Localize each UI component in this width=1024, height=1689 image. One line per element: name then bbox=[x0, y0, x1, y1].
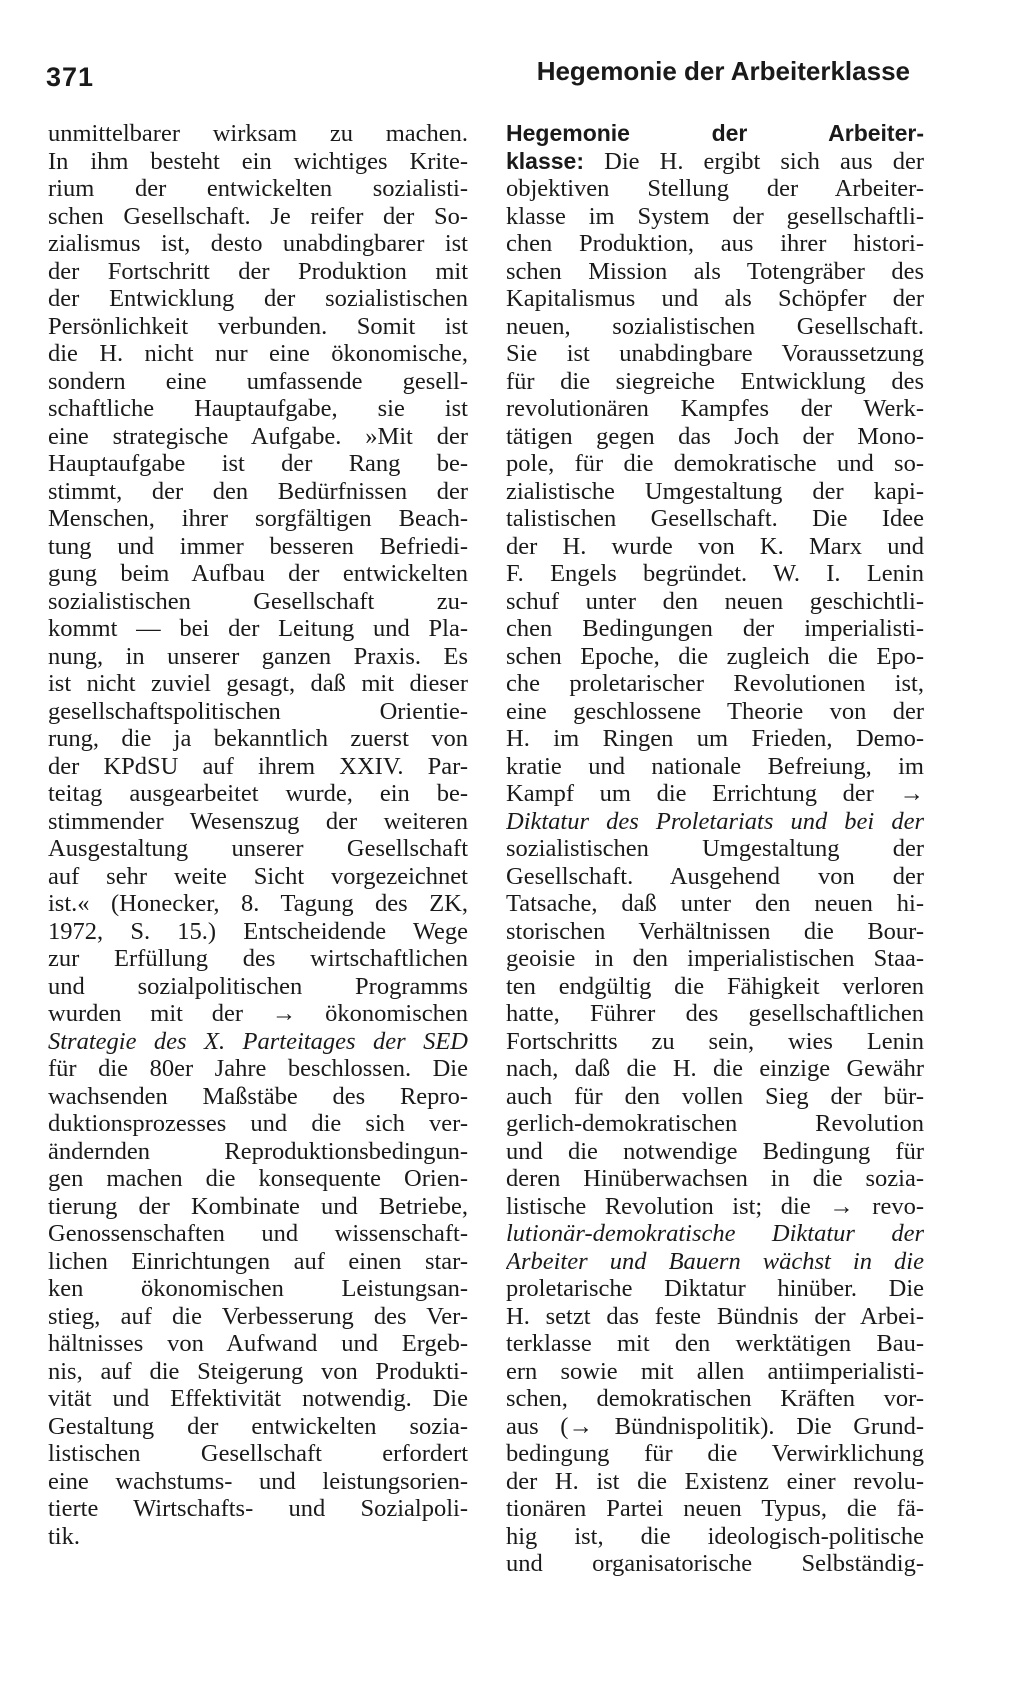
text-line: In ihm besteht ein wichtiges Krite- bbox=[48, 147, 468, 175]
text-line: für die 80er Jahre beschlossen. Die bbox=[48, 1055, 468, 1082]
entry-lemma-line bbox=[506, 120, 924, 148]
text-line: hatte, Führer des gesellschaftlichen bbox=[506, 1000, 924, 1027]
text-line: eine wachstums- und leistungsorien- bbox=[48, 1467, 468, 1495]
text-line: zur Erfüllung des wirtschaftlichen bbox=[48, 945, 468, 972]
entry-lemma-end: klasse: bbox=[506, 147, 585, 174]
text-line-cross-reference bbox=[48, 1000, 468, 1028]
text-line: ken ökonomischen Leistungsan- bbox=[48, 1275, 468, 1302]
text-line: objektiven Stellung der Arbeiter- bbox=[506, 175, 924, 202]
entry-lemma-line bbox=[506, 148, 924, 176]
text-line: Genossenschaften und wissenschaft- bbox=[48, 1220, 468, 1247]
text-line: Ausgestaltung unserer Gesellschaft bbox=[48, 835, 468, 862]
text-line: Fortschritts zu sein, wies Lenin bbox=[506, 1027, 924, 1055]
text-line: auf sehr weite Sicht vorgezeichnet bbox=[48, 862, 468, 890]
text-line: und die notwendige Bedingung für bbox=[506, 1137, 924, 1165]
text-line: stieg, auf die Verbesserung des Ver- bbox=[48, 1302, 468, 1330]
text-line: ist.« (Honecker, 8. Tagung des ZK, bbox=[48, 890, 468, 917]
text-line: ist nicht zuviel gesagt, daß mit dieser bbox=[48, 670, 468, 697]
text-line: tik. bbox=[48, 1522, 80, 1550]
text-line: auch für den vollen Sieg der bür- bbox=[506, 1082, 924, 1110]
text-line: gerlich-demokratischen Revolution bbox=[506, 1110, 924, 1137]
text-line: sondern eine umfassende gesell- bbox=[48, 367, 468, 395]
text-line: sozialistischen Gesellschaft zu- bbox=[48, 587, 468, 615]
text-line: klasse im System der gesellschaftli- bbox=[506, 202, 924, 230]
text-line: Sie ist unabdingbare Voraussetzung bbox=[506, 340, 924, 367]
text-line: H. im Ringen um Frieden, Demo- bbox=[506, 725, 924, 752]
text-line: tierte Wirtschafts- und Sozialpoli- bbox=[48, 1495, 468, 1522]
cross-reference-text: lutionär-demokratische Diktatur der bbox=[506, 1220, 924, 1247]
text-line: Gesellschaft. Ausgehend von der bbox=[506, 862, 924, 890]
text-line: schen Mission als Totengräber des bbox=[506, 257, 924, 285]
text-line: eine strategische Aufgabe. »Mit der bbox=[48, 422, 468, 450]
text-line: Kapitalismus und als Schöpfer der bbox=[506, 285, 924, 312]
text-line: wachsenden Maßstäbe des Repro- bbox=[48, 1082, 468, 1110]
text-line: listischen Gesellschaft erfordert bbox=[48, 1440, 468, 1467]
text-line: neuen, sozialistischen Gesellschaft. bbox=[506, 312, 924, 340]
text-line: der Entwicklung der sozialistischen bbox=[48, 285, 468, 312]
text-line: der KPdSU auf ihrem XXIV. Par- bbox=[48, 752, 468, 780]
text-line: tionären Partei neuen Typus, die fä- bbox=[506, 1495, 924, 1522]
text-line: H. setzt das feste Bündnis der Arbei- bbox=[506, 1302, 924, 1330]
text-line: sozialistischen Umgestaltung der bbox=[506, 835, 924, 862]
text-line: rium der entwickelten sozialisti- bbox=[48, 175, 468, 202]
text-line: hig ist, die ideologisch-politische bbox=[506, 1522, 924, 1550]
text-line: revolutionären Kampfes der Werk- bbox=[506, 395, 924, 422]
text-line: chen Produktion, aus ihrer histori- bbox=[506, 230, 924, 257]
text-line: zialismus ist, desto unabdingbarer ist bbox=[48, 230, 468, 257]
text-line: Menschen, ihrer sorgfältigen Beach- bbox=[48, 505, 468, 532]
text-line: die H. nicht nur eine ökonomische, bbox=[48, 340, 468, 367]
text-line: nach, daß die H. die einzige Gewähr bbox=[506, 1055, 924, 1082]
text-line: Kampf um die Errichtung der → bbox=[506, 780, 924, 807]
text-line: ern sowie mit allen antiimperialisti- bbox=[506, 1357, 924, 1385]
running-head: Hegemonie der Arbeiterklasse bbox=[536, 56, 910, 86]
text-line: nung, in unserer ganzen Praxis. Es bbox=[48, 642, 468, 670]
text-line: kommt — bei der Leitung und Pla- bbox=[48, 615, 468, 642]
text-line-italic-mixed bbox=[506, 808, 924, 836]
text-line: vität und Effektivität notwendig. Die bbox=[48, 1385, 468, 1412]
text-line: zialistische Umgestaltung der kapi- bbox=[506, 477, 924, 505]
text-line-italic bbox=[48, 1028, 468, 1056]
text-line: gen machen die konsequente Orien- bbox=[48, 1165, 468, 1192]
text-line: kratie und nationale Befreiung, im bbox=[506, 752, 924, 780]
text-line: unmittelbarer wirksam zu machen. bbox=[48, 120, 468, 147]
text-line: eine geschlossene Theorie von der bbox=[506, 697, 924, 725]
text-line: schen Epoche, die zugleich die Epo- bbox=[506, 642, 924, 670]
text-line: hältnisses von Aufwand und Ergeb- bbox=[48, 1330, 468, 1357]
cross-reference-text: Arbeiter und Bauern wächst in die bbox=[506, 1247, 924, 1275]
left-column bbox=[48, 120, 468, 1550]
text-line: talistischen Gesellschaft. Die Idee bbox=[506, 505, 924, 532]
entry-lemma: Hegemonie der Arbeiter- bbox=[506, 120, 924, 146]
text-line: stimmt, der den Bedürfnissen der bbox=[48, 477, 468, 505]
cross-reference-text: Diktatur des Proletariats und bei der bbox=[506, 807, 924, 835]
text-line: Tatsache, daß unter den neuen hi- bbox=[506, 890, 924, 917]
text-line: listische Revolution ist; die → revo- bbox=[506, 1192, 924, 1220]
text-line: proletarische Diktatur hinüber. Die bbox=[506, 1275, 924, 1302]
text-line: F. Engels begründet. W. I. Lenin bbox=[506, 560, 924, 587]
text-line: aus (→ Bündnispolitik). Die Grund- bbox=[506, 1412, 924, 1440]
cross-reference-text: Strategie des X. Parteitages der SED bbox=[48, 1027, 468, 1055]
text-line: 1972, S. 15.) Entscheidende Wege bbox=[48, 917, 468, 945]
text-line: schen, demokratischen Kräften vor- bbox=[506, 1385, 924, 1412]
text-line: pole, für die demokratische und so- bbox=[506, 450, 924, 477]
text-line: Hauptaufgabe ist der Rang be- bbox=[48, 450, 468, 477]
text-line: tung und immer besseren Befriedi- bbox=[48, 532, 468, 560]
text-line: tierung der Kombinate und Betriebe, bbox=[48, 1192, 468, 1220]
text-line: stimmender Wesenszug der weiteren bbox=[48, 807, 468, 835]
text-line: für die siegreiche Entwicklung des bbox=[506, 367, 924, 395]
text-line: chen Bedingungen der imperialisti- bbox=[506, 615, 924, 642]
text-line: Gestaltung der entwickelten sozia- bbox=[48, 1412, 468, 1440]
text-line: nis, auf die Steigerung von Produkti- bbox=[48, 1357, 468, 1385]
text-line: der H. ist die Existenz einer revolu- bbox=[506, 1467, 924, 1495]
text-line: Persönlichkeit verbunden. Somit ist bbox=[48, 312, 468, 340]
text-line: gung beim Aufbau der entwickelten bbox=[48, 560, 468, 587]
text-line: schuf unter den neuen geschichtli- bbox=[506, 587, 924, 615]
text-line: der H. wurde von K. Marx und bbox=[506, 532, 924, 560]
right-column bbox=[506, 120, 924, 1578]
text-line: lichen Einrichtungen auf einen star- bbox=[48, 1247, 468, 1275]
text-line: Die H. ergibt sich aus der bbox=[604, 147, 924, 175]
text-line: wurden mit der → ökonomischen bbox=[48, 1000, 468, 1027]
text-line: rung, die ja bekanntlich zuerst von bbox=[48, 725, 468, 752]
text-line: gesellschaftspolitischen Orientie- bbox=[48, 697, 468, 725]
text-line: schaftliche Hauptaufgabe, sie ist bbox=[48, 395, 468, 422]
text-line: und organisatorische Selbständig- bbox=[506, 1550, 924, 1577]
text-line: bedingung für die Verwirklichung bbox=[506, 1440, 924, 1467]
text-line: terklasse mit den werktätigen Bau- bbox=[506, 1330, 924, 1357]
text-line-italic bbox=[506, 1248, 924, 1276]
text-line: ändernden Reproduktionsbedingun- bbox=[48, 1137, 468, 1165]
text-line: der Fortschritt der Produktion mit bbox=[48, 257, 468, 285]
page-number: 371 bbox=[46, 62, 95, 92]
text-line: tätigen gegen das Joch der Mono- bbox=[506, 422, 924, 450]
text-line-italic bbox=[506, 1220, 924, 1248]
text-line: che proletarischer Revolutionen ist, bbox=[506, 670, 924, 697]
text-line: geoisie in den imperialistischen Staa- bbox=[506, 945, 924, 972]
text-line: und sozialpolitischen Programms bbox=[48, 972, 468, 1000]
text-line: ten endgültig die Fähigkeit verloren bbox=[506, 972, 924, 1000]
text-line: teitag ausgearbeitet wurde, ein be- bbox=[48, 780, 468, 807]
text-line: storischen Verhältnissen die Bour- bbox=[506, 917, 924, 945]
text-line: duktionsprozesses und die sich ver- bbox=[48, 1110, 468, 1137]
text-line: schen Gesellschaft. Je reifer der So- bbox=[48, 202, 468, 230]
text-line: deren Hinüberwachsen in die sozia- bbox=[506, 1165, 924, 1192]
